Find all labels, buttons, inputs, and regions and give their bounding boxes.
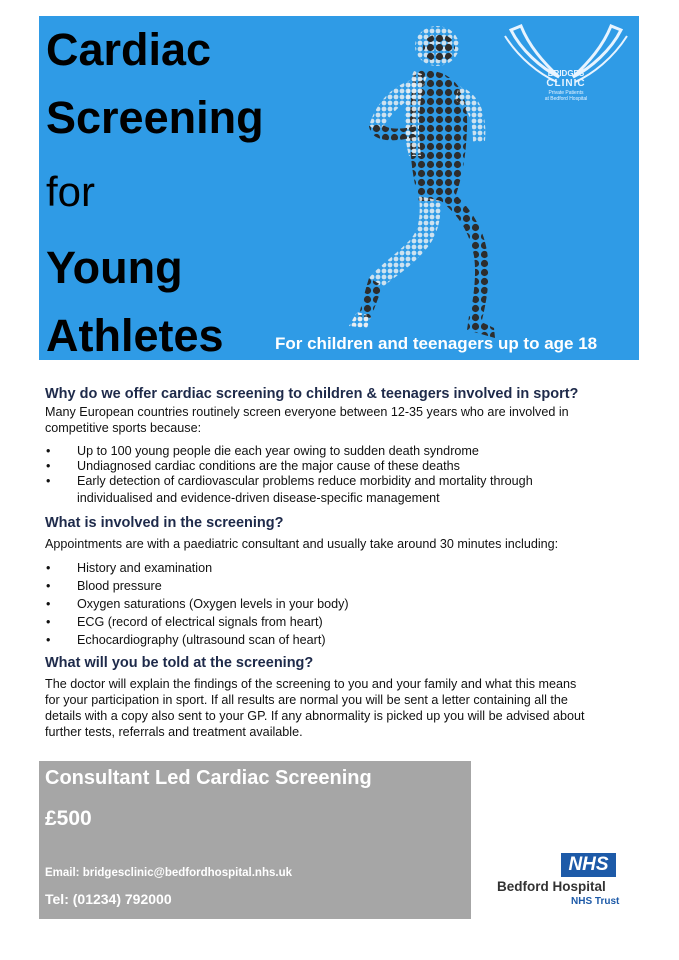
bridges-logo-sub: CLINIC — [546, 78, 586, 89]
list-item: • Undiagnosed cardiac conditions are the major cause of these deaths — [46, 459, 460, 473]
section-involved — [45, 515, 645, 531]
price-value: £500 — [45, 807, 92, 830]
contact-phone[interactable]: Tel: (01234) 792000 — [45, 891, 172, 907]
hero-title-line-5: Athletes — [46, 310, 224, 360]
list-item: • Echocardiography (ultrasound scan of heart) — [46, 633, 326, 647]
hero-subtitle: For children and teenagers up to age 18 — [275, 334, 598, 353]
bridges-logo-name: BRIDGES — [547, 69, 585, 78]
runner-illustration — [309, 16, 509, 346]
list-item: • Early detection of cardiovascular problems reduce morbidity and mortality through — [46, 474, 533, 488]
nhs-hospital-name: Bedford Hospital — [497, 879, 606, 894]
nhs-logo: NHS — [561, 853, 616, 877]
section-why — [45, 386, 645, 402]
section-why-heading: Why do we offer cardiac screening to children & teenagers involved in sport? — [45, 386, 579, 402]
section-told-body — [45, 676, 645, 740]
hero-title-line-1: Cardiac — [46, 24, 212, 75]
nhs-trust-name: NHS Trust — [571, 896, 620, 907]
hero-title-line-4: Young — [46, 242, 183, 293]
bridges-logo-tagline-1: Private Patients — [548, 90, 584, 96]
section-told-line-4: further tests, referrals and treatment available. — [45, 725, 303, 739]
price-box — [39, 761, 471, 919]
section-why-intro: Many European countries routinely screen everyone between 12-35 years who are involved in competitive sports because: — [45, 405, 569, 435]
section-told — [45, 655, 645, 671]
contact-email[interactable]: Email: bridgesclinic@bedfordhospital.nhs.uk — [45, 867, 292, 879]
bridges-logo-tagline-2: at Bedford Hospital — [544, 96, 588, 102]
section-involved-heading: What is involved in the screening? — [45, 515, 284, 531]
list-item: • Oxygen saturations (Oxygen levels in your body) — [46, 597, 349, 611]
list-item: • Blood pressure — [46, 579, 162, 593]
list-item: • History and examination — [46, 561, 213, 575]
hero-banner — [39, 16, 639, 360]
section-told-line-1: The doctor will explain the findings of the screening to you and your family and what this means — [45, 677, 577, 691]
section-why-intro-wrap — [45, 404, 635, 436]
section-involved-intro: Appointments are with a paediatric consultant and usually take around 30 minutes including: — [45, 537, 559, 551]
bridges-clinic-logo — [501, 22, 631, 112]
list-item: • ECG (record of electrical signals from heart) — [46, 615, 323, 629]
hero-title-line-2: Screening — [46, 92, 264, 143]
list-item-continuation: individualised and evidence-driven disease-specific management — [77, 491, 440, 505]
hero-title-line-3: for — [46, 168, 96, 215]
section-told-heading: What will you be told at the screening? — [45, 655, 314, 671]
list-item: • Up to 100 young people die each year owing to sudden death syndrome — [46, 444, 479, 458]
section-told-line-2: for your participation in sport. If all results are normal you will be sent a letter containing all the — [45, 693, 568, 707]
section-told-line-3: details with a copy also sent to your GP. If any abnormality is picked up you will be advised about — [45, 709, 585, 723]
price-box-title: Consultant Led Cardiac Screening — [45, 767, 372, 789]
section-involved-intro-wrap — [45, 536, 645, 552]
